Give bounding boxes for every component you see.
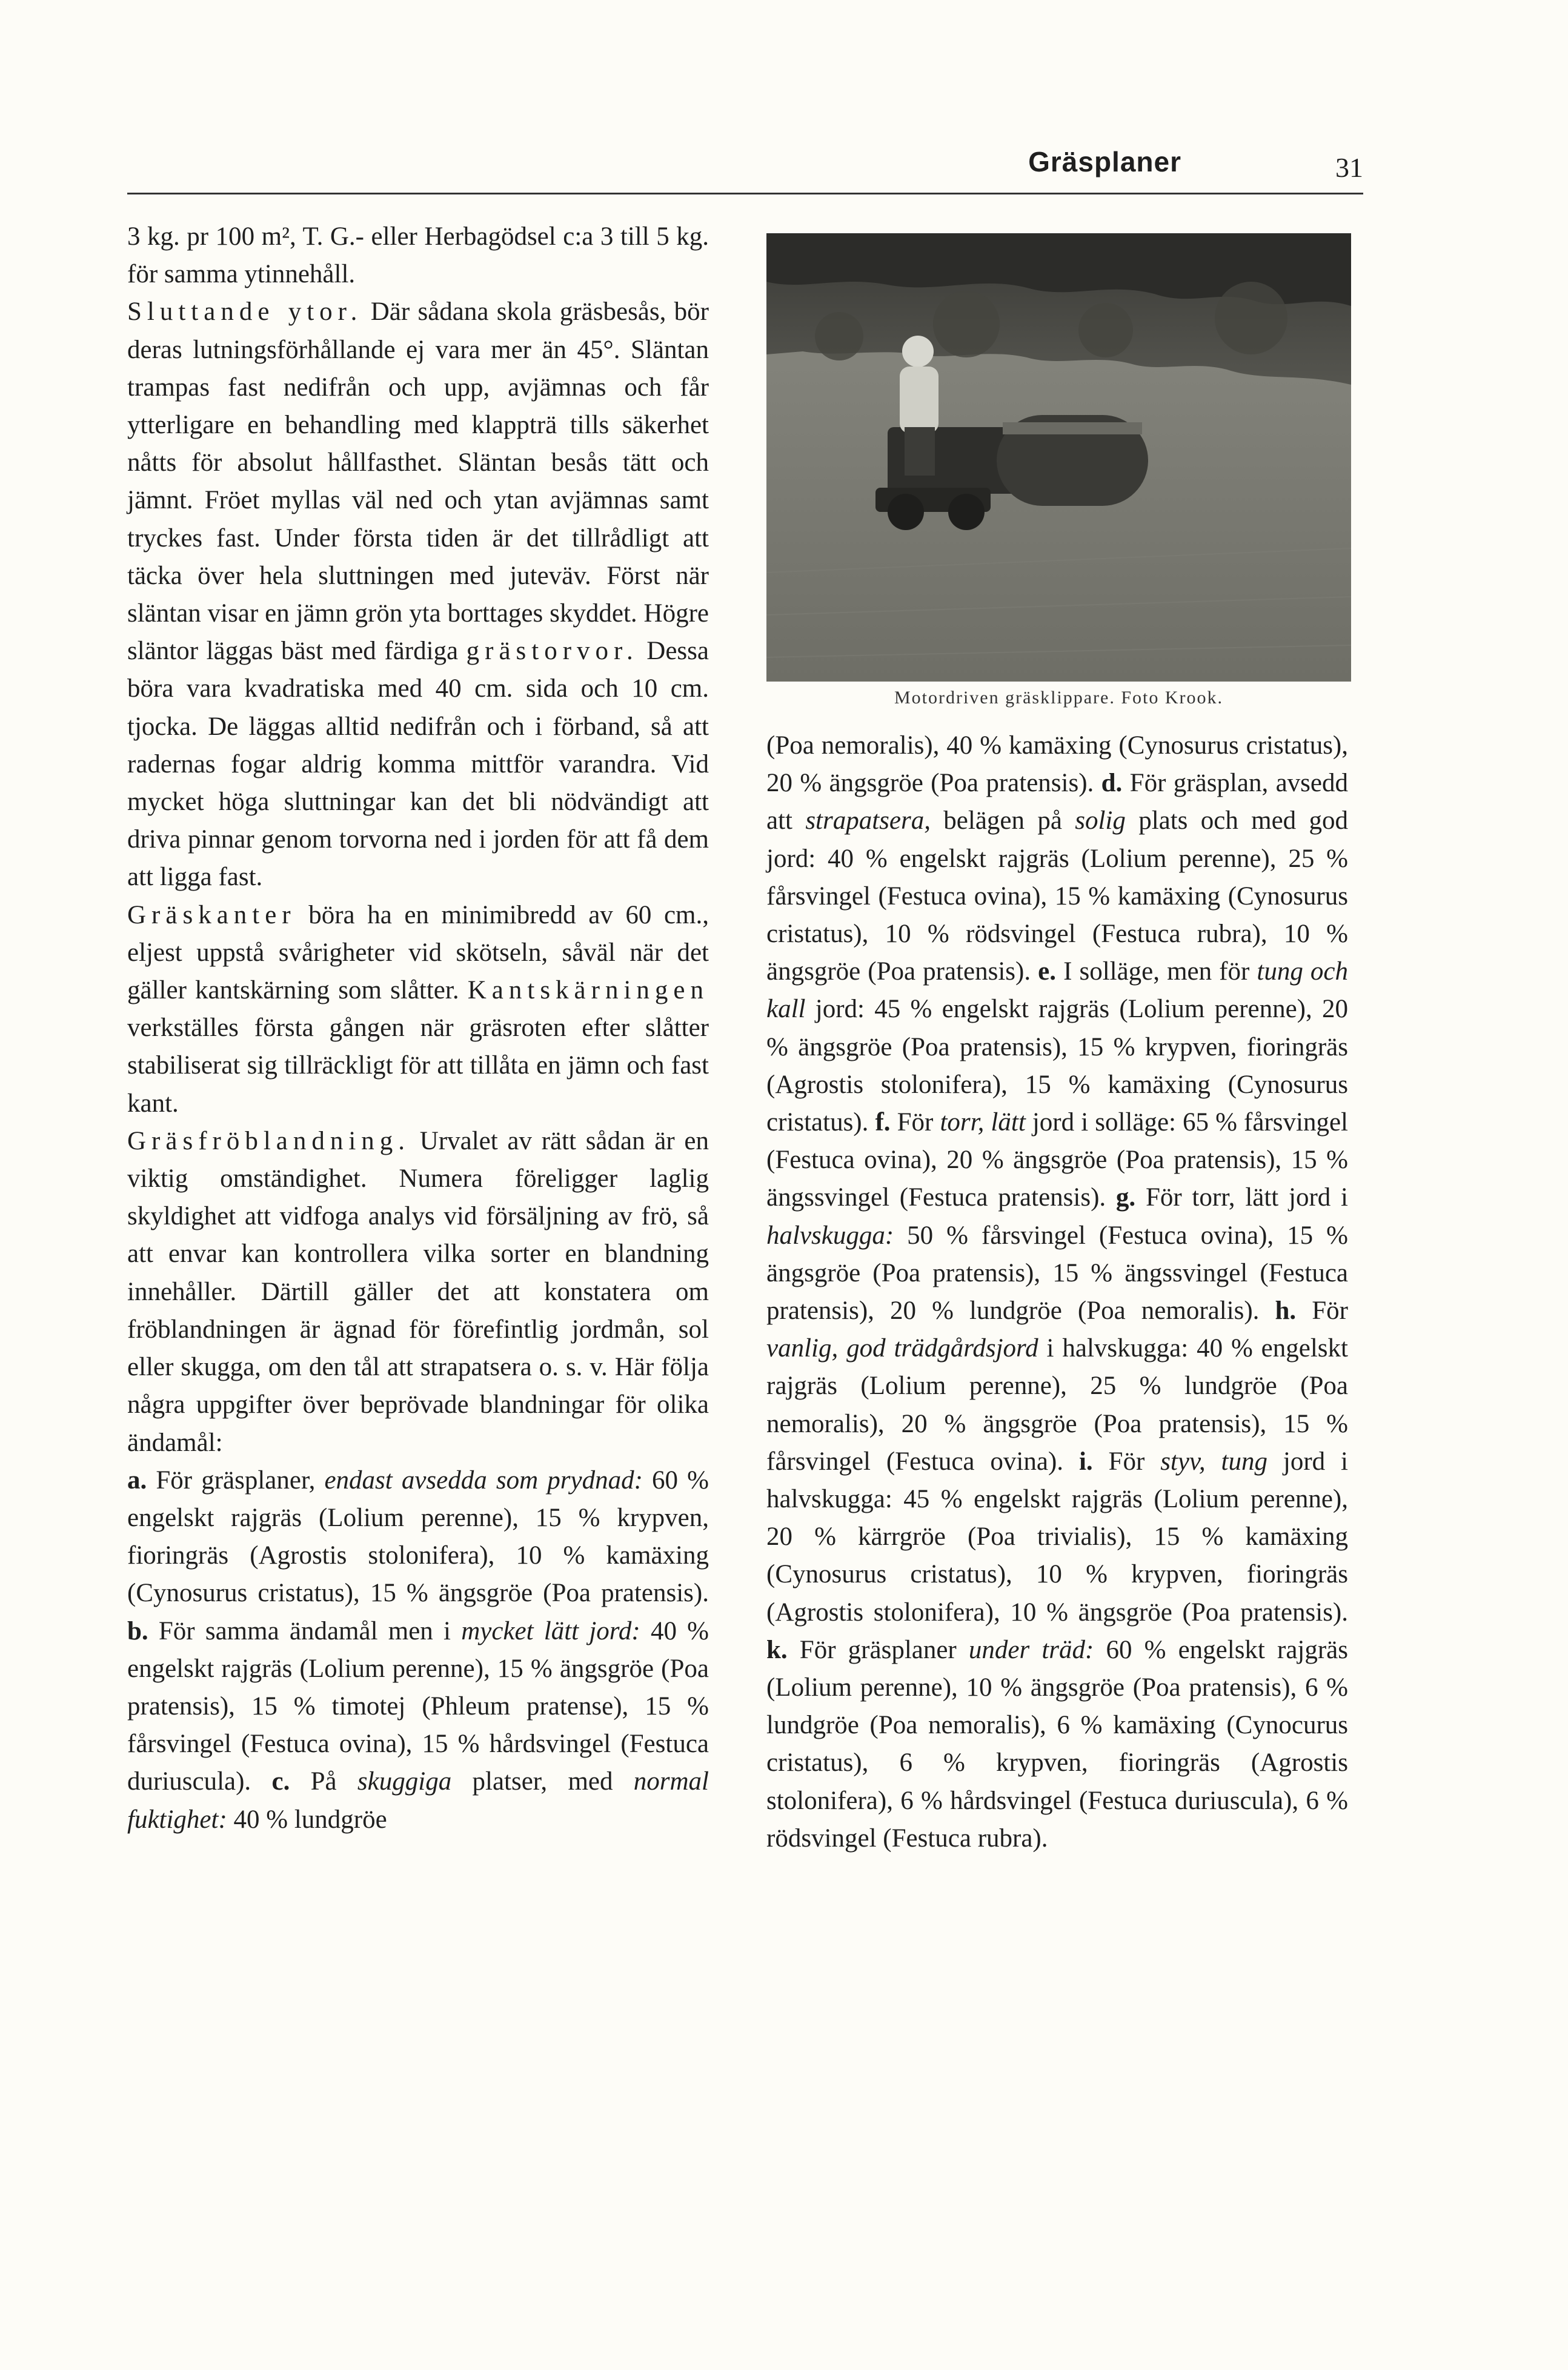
- lawn-mower-photo: [766, 233, 1351, 682]
- spaced-term: Kantskärningen: [467, 976, 709, 1005]
- page-number: 31: [1335, 152, 1363, 183]
- item-letter: c.: [271, 1767, 290, 1796]
- item-letter: f.: [875, 1108, 891, 1137]
- photo-illustration: [766, 233, 1351, 682]
- item-letter: h.: [1275, 1296, 1297, 1326]
- spaced-term: Sluttande ytor.: [127, 297, 363, 327]
- item-letter: b.: [127, 1616, 148, 1645]
- item-letter: g.: [1115, 1183, 1136, 1212]
- paragraph-sloping-surfaces: Sluttande ytor. Där sådana skola gräsbesås, bör deras lutningsförhållande ej vara mer än 45°. Släntan trampas fast nedifrån och upp, avjämnas och får ytterligare en behandling med klappträ tills säkerhet nåtts för absolut hållfasthet. Släntan besås tätt och jämnt. Fröet myllas väl ned och ytan avjämnas samt tryckes fast. Under första tiden är det tillrådligt att täcka över hela sluttningen med juteväv. Först när släntan visar en jämn grön yta borttages skyddet. Högre släntor läggas bäst med färdiga grästorvor. Dessa böra vara kvadratiska med 40 cm. sida och 10 cm. tjocka. De läggas alltid nedifrån och i förband, så att radernas fogar aldrig komma mittför varandra. Vid mycket höga sluttningar kan det bli nödvändigt att driva pinnar genom torvorna ned i jorden för att få dem att ligga fast.: [127, 297, 709, 892]
- paragraph-mix-list: a. För gräsplaner, endast avsedda som prydnad: 60 % engelskt rajgräs (Lolium perenne), 15 % krypven, fioringräs (Agrostis stolonifera), 10 % kamäxing (Cynosurus cristatus), 15 % ängsgröe (Poa pratensis). b. För samma ändamål men i mycket lätt jord: 40 % engelskt rajgräs (Lolium perenne), 15 % ängsgröe (Poa pratensis), 15 % timotej (Phleum pratense), 15 % fårsvingel (Festuca ovina), 15 % hårdsvingel (Festuca duriuscula). c. På skuggiga platser, med normal fuktighet: 40 % lundgröe: [127, 1465, 709, 1834]
- item-letter: k.: [766, 1635, 788, 1664]
- spaced-term: Gräsfröblandning.: [127, 1126, 411, 1155]
- paragraph: 3 kg. pr 100 m², T. G.- eller Herbagödsel c:a 3 till 5 kg. för samma ytinnehåll.: [127, 222, 709, 289]
- paragraph-grass-edges: Gräskanter böra ha en minimibredd av 60 cm., eljest uppstå svårigheter vid skötseln, såväl när det gäller kantskärning som slåtter. Kantskärningen verkställes första gången när gräsroten efter slåtter stabiliserat sig tillräckligt för att tillåta en jämn och fast kant.: [127, 900, 709, 1118]
- operator-shape: [900, 336, 938, 476]
- item-letter: e.: [1038, 957, 1057, 986]
- running-title: Gräsplaner: [1028, 146, 1181, 178]
- item-letter: a.: [127, 1465, 147, 1495]
- left-column: [127, 218, 709, 1839]
- paragraph-mix-list-continued: (Poa nemoralis), 40 % kamäxing (Cynosurus cristatus), 20 % ängsgröe (Poa pratensis). d. För gräsplan, avsedd att strapatsera, belägen på solig plats och med god jord: 40 % engelskt rajgräs (Lolium perenne), 25 % fårsvingel (Festuca ovina), 15 % kamäxing (Cynosurus cristatus), 10 % rödsvingel (Festuca rubra), 10 % ängsgröe (Poa pratensis). e. I solläge, men för tung och kall jord: 45 % engelskt rajgräs (Lolium perenne), 20 % ängsgröe (Poa pratensis), 15 % krypven, fioringräs (Agrostis stolonifera), 15 % kamäxing (Cynosurus cristatus). f. För torr, lätt jord i solläge: 65 % fårsvingel (Festuca ovina), 20 % ängsgröe (Poa pratensis), 15 % ängssvingel (Festuca pratensis). g. För torr, lätt jord i halvskugga: 50 % fårsvingel (Festuca ovina), 15 % ängsgröe (Poa pratensis), 15 % ängssvingel (Festuca pratensis), 20 % lundgröe (Poa nemoralis). h. För vanlig, god trädgårdsjord i halvskugga: 40 % engelskt rajgräs (Lolium perenne), 25 % lundgröe (Poa nemoralis), 20 % ängsgröe (Poa pratensis), 15 % fårsvingel (Festuca ovina). i. För styv, tung jord i halvskugga: 45 % engelskt rajgräs (Lolium perenne), 20 % kärrgröe (Poa trivialis), 15 % kamäxing (Cynosurus cristatus), 10 % krypven, fioringräs (Agrostis stolonifera), 10 % ängsgröe (Poa pratensis). k. För gräsplaner under träd: 60 % engelskt rajgräs (Lolium perenne), 10 % ängsgröe (Poa pratensis), 6 % lundgröe (Poa nemoralis), 6 % kamäxing (Cynocurus cristatus), 6 % krypven, fioringräs (Agrostis stolonifera), 6 % hårdsvingel (Festuca duriuscula), 6 % rödsvingel (Festuca rubra).: [766, 731, 1349, 1853]
- item-letter: i.: [1078, 1447, 1093, 1476]
- header-rule: [127, 193, 1363, 194]
- item-letter: d.: [1101, 769, 1123, 798]
- photo-caption: Motordriven gräsklippare. Foto Krook.: [894, 688, 1224, 708]
- running-header: [127, 145, 1363, 188]
- spaced-term: Gräskanter: [127, 900, 296, 929]
- spaced-term: grästorvor.: [466, 637, 639, 666]
- paragraph-seed-mix: Gräsfröblandning. Urvalet av rätt sådan är en viktig omständighet. Numera föreligger laglig skyldighet att vidfoga analys vid försäljning av frö, så att envar kan kontrollera vilka sorter en blandning innehåller. Därtill gäller det att konstatera om fröblandningen är ägnad för förefintlig jordmån, sol eller skugga, om den tål att strapatsera o. s. v. Här följa några uppgifter över beprövade blandningar för olika ändamål:: [127, 1126, 709, 1457]
- right-column: [766, 727, 1348, 2120]
